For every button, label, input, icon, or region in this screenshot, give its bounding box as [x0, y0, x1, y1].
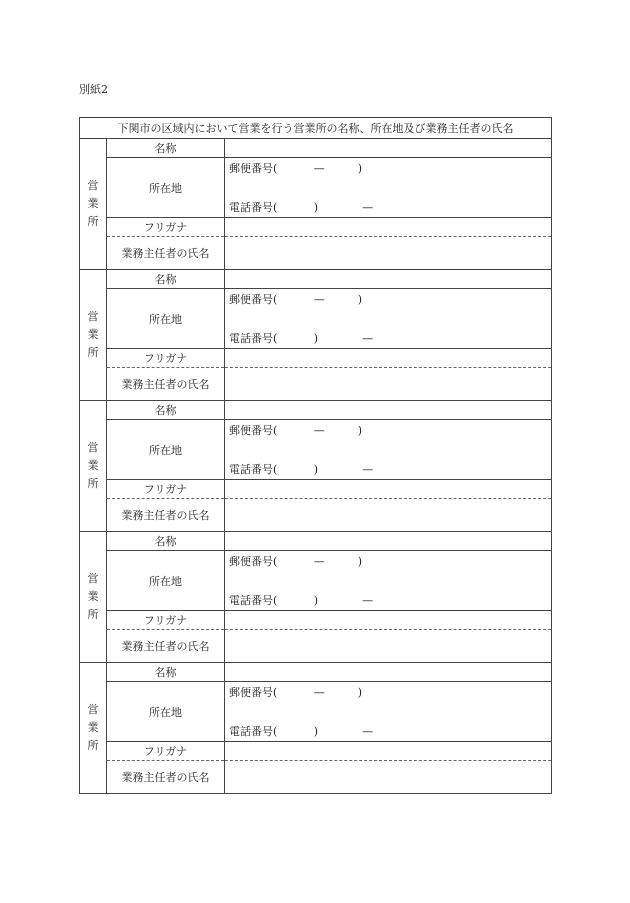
name-label: 名称 — [107, 139, 225, 158]
manager-name-label: 業務主任者の氏名 — [107, 237, 225, 270]
office-block — [80, 401, 552, 532]
postal-code-line: 郵便番号( — ) — [229, 293, 363, 306]
furigana-field[interactable] — [225, 742, 552, 761]
office-side-label — [80, 270, 107, 401]
address-label: 所在地 — [107, 420, 225, 480]
side-char: 営 — [87, 441, 99, 454]
side-char: 所 — [87, 739, 99, 752]
furigana-label: フリガナ — [107, 611, 225, 630]
side-char: 営 — [87, 572, 99, 585]
furigana-label: フリガナ — [107, 218, 225, 237]
address-label: 所在地 — [107, 551, 225, 611]
table-title: 下関市の区域内において営業を行う営業所の名称、所在地及び業務主任者の氏名 — [80, 118, 552, 139]
side-char: 業 — [87, 721, 99, 734]
phone-number-line: 電話番号( ) — — [229, 725, 374, 738]
side-char: 営 — [87, 703, 99, 716]
name-label: 名称 — [107, 532, 225, 551]
phone-number-line: 電話番号( ) — — [229, 463, 374, 476]
address-field[interactable] — [225, 682, 552, 742]
address-field[interactable] — [225, 289, 552, 349]
office-block — [80, 139, 552, 270]
name-field[interactable] — [225, 401, 552, 420]
name-field[interactable] — [225, 663, 552, 682]
side-char: 所 — [87, 346, 99, 359]
postal-code-line: 郵便番号( — ) — [229, 162, 363, 175]
name-field[interactable] — [225, 532, 552, 551]
office-side-label — [80, 401, 107, 532]
side-char: 業 — [87, 590, 99, 603]
office-block — [80, 663, 552, 794]
address-field[interactable] — [225, 551, 552, 611]
side-char: 所 — [87, 215, 99, 228]
side-char: 所 — [87, 477, 99, 490]
name-label: 名称 — [107, 270, 225, 289]
furigana-label: フリガナ — [107, 349, 225, 368]
furigana-label: フリガナ — [107, 742, 225, 761]
office-side-label — [80, 532, 107, 663]
address-label: 所在地 — [107, 158, 225, 218]
side-char: 所 — [87, 608, 99, 621]
side-char: 営 — [87, 310, 99, 323]
furigana-field[interactable] — [225, 611, 552, 630]
name-label: 名称 — [107, 663, 225, 682]
side-char: 業 — [87, 459, 99, 472]
manager-name-field[interactable] — [225, 368, 552, 401]
manager-name-field[interactable] — [225, 499, 552, 532]
address-field[interactable] — [225, 420, 552, 480]
manager-name-label: 業務主任者の氏名 — [107, 499, 225, 532]
manager-name-label: 業務主任者の氏名 — [107, 630, 225, 663]
side-char: 業 — [87, 328, 99, 341]
side-char: 営 — [87, 179, 99, 192]
furigana-field[interactable] — [225, 218, 552, 237]
postal-code-line: 郵便番号( — ) — [229, 424, 363, 437]
phone-number-line: 電話番号( ) — — [229, 201, 374, 214]
manager-name-field[interactable] — [225, 761, 552, 794]
furigana-field[interactable] — [225, 480, 552, 499]
manager-name-field[interactable] — [225, 237, 552, 270]
office-side-label — [80, 139, 107, 270]
manager-name-label: 業務主任者の氏名 — [107, 761, 225, 794]
address-label: 所在地 — [107, 289, 225, 349]
office-side-label — [80, 663, 107, 794]
office-block — [80, 270, 552, 401]
address-field[interactable] — [225, 158, 552, 218]
manager-name-label: 業務主任者の氏名 — [107, 368, 225, 401]
phone-number-line: 電話番号( ) — — [229, 332, 374, 345]
furigana-label: フリガナ — [107, 480, 225, 499]
manager-name-field[interactable] — [225, 630, 552, 663]
office-block — [80, 532, 552, 663]
name-field[interactable] — [225, 139, 552, 158]
name-label: 名称 — [107, 401, 225, 420]
postal-code-line: 郵便番号( — ) — [229, 686, 363, 699]
address-label: 所在地 — [107, 682, 225, 742]
side-char: 業 — [87, 197, 99, 210]
postal-code-line: 郵便番号( — ) — [229, 555, 363, 568]
phone-number-line: 電話番号( ) — — [229, 594, 374, 607]
name-field[interactable] — [225, 270, 552, 289]
office-form-table — [79, 117, 552, 794]
furigana-field[interactable] — [225, 349, 552, 368]
document-label: 別紙2 — [79, 83, 108, 96]
